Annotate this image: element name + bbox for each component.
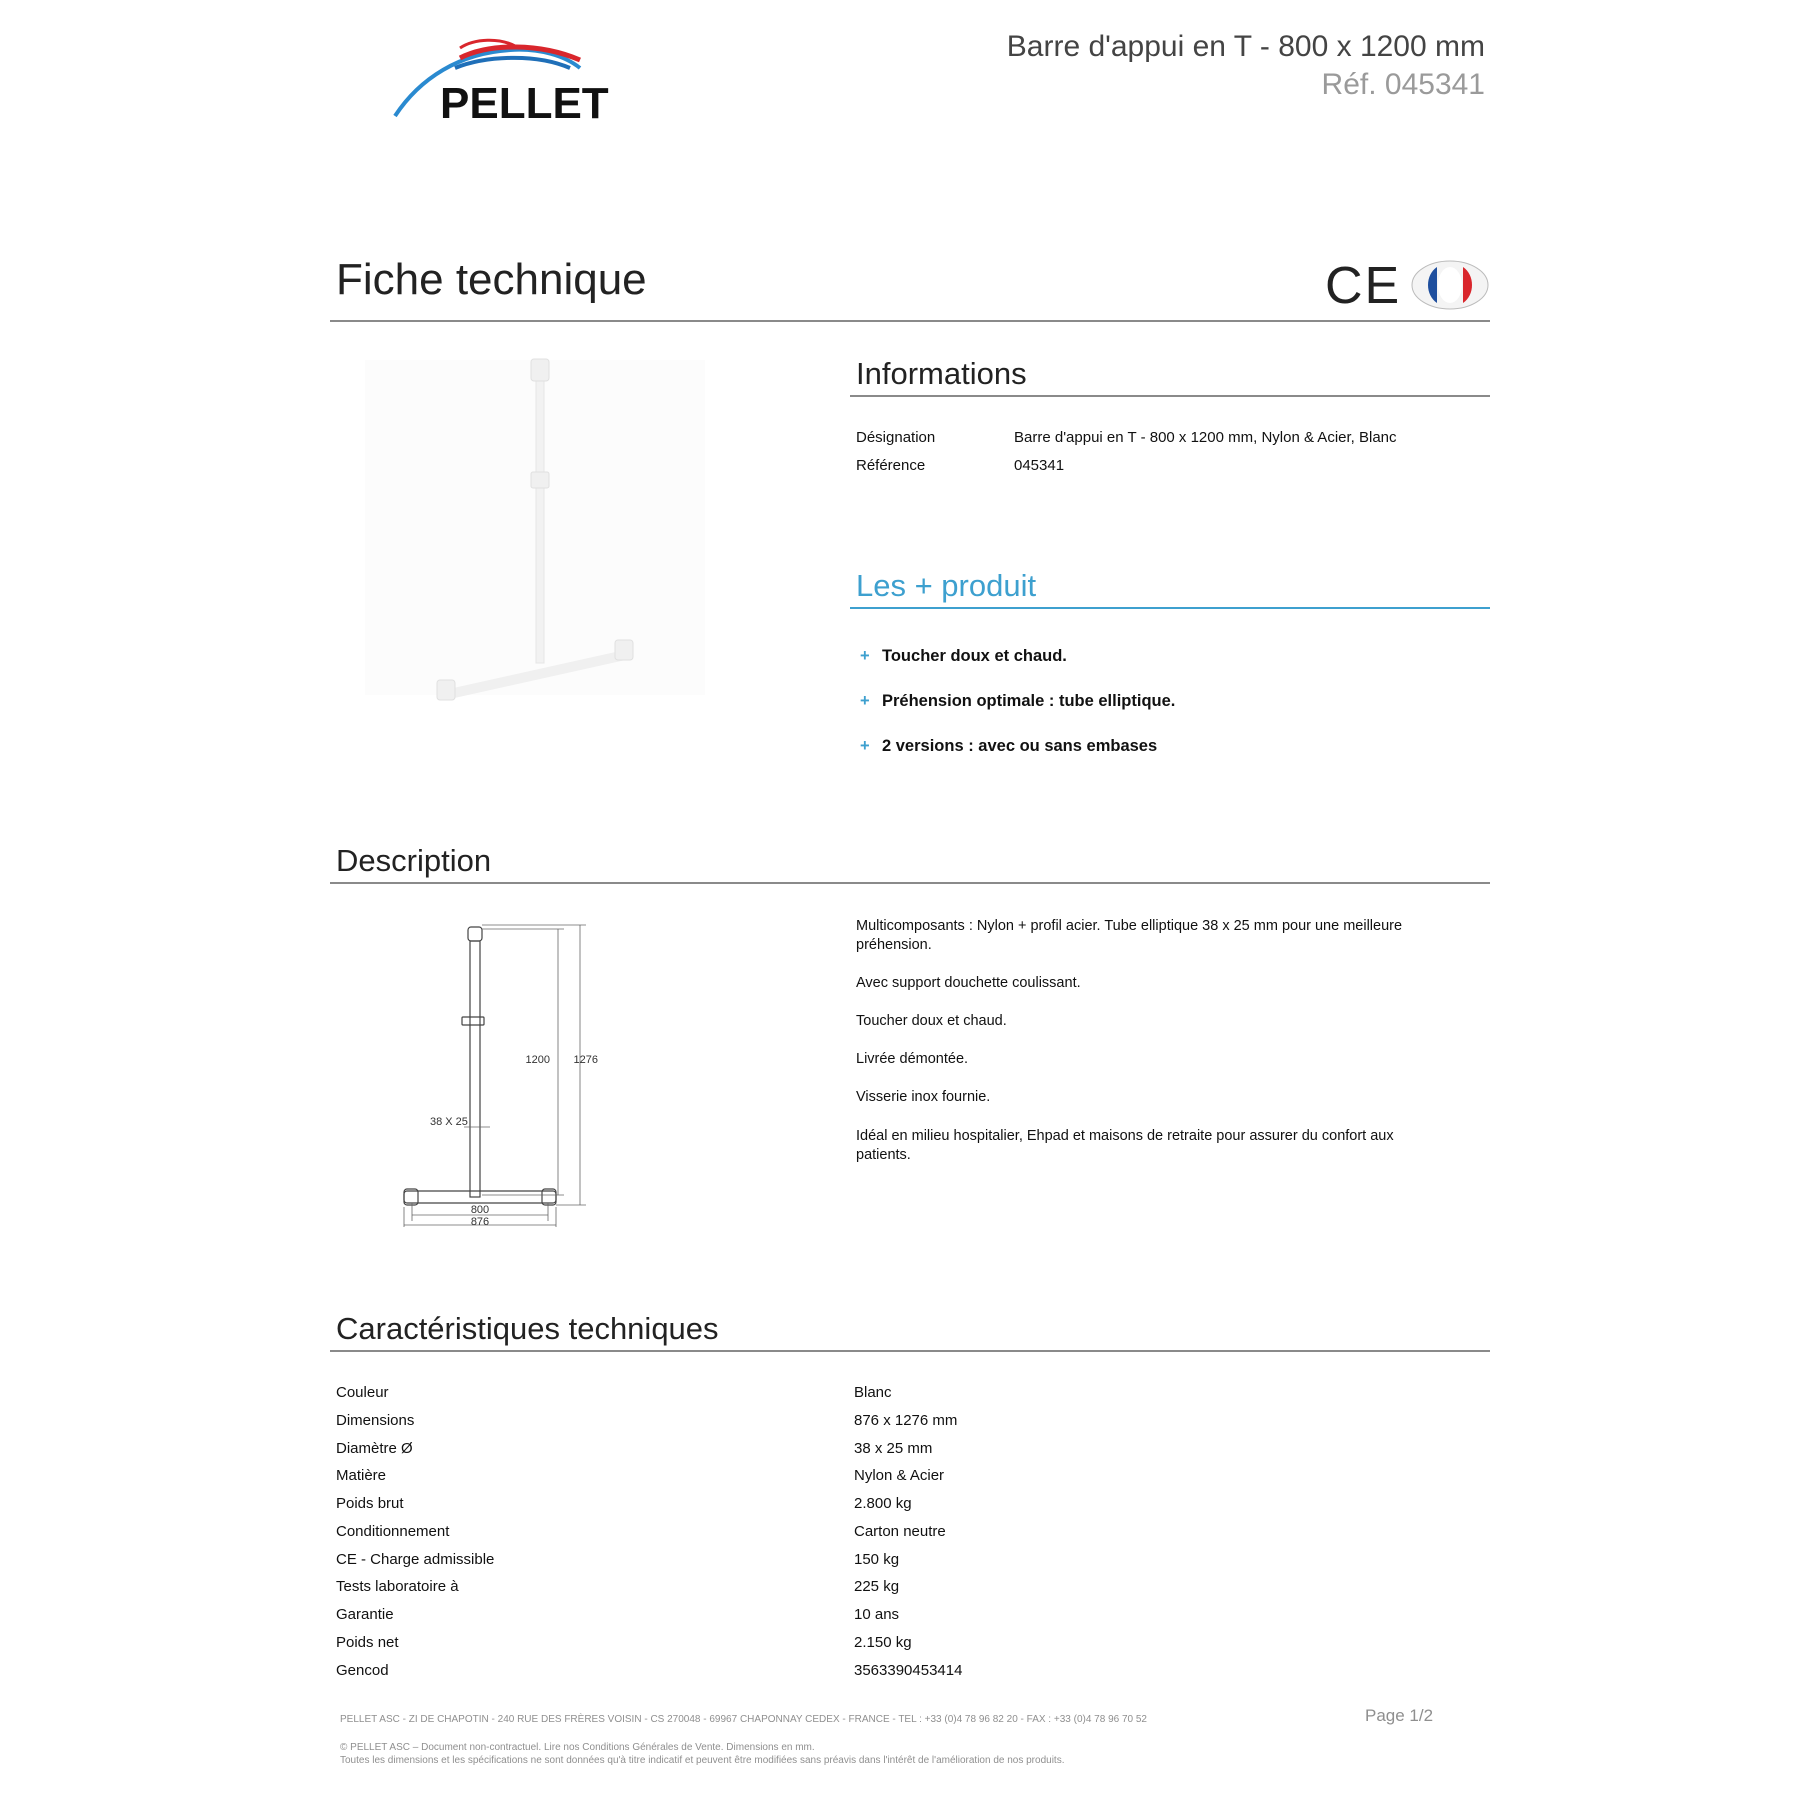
pellet-swoosh-logo [390, 38, 640, 128]
spec-value: 2.800 kg [854, 1495, 912, 1512]
ce-mark: CE [1325, 257, 1402, 315]
technical-drawing [390, 915, 630, 1235]
spec-row [336, 1578, 1476, 1598]
brand-logo [390, 38, 640, 128]
t-bar-dimension-drawing [390, 915, 630, 1235]
spec-value: 2.150 kg [854, 1634, 912, 1651]
sheet-title: Fiche technique [336, 255, 647, 304]
spec-row [336, 1384, 1476, 1404]
spec-label: Tests laboratoire à [336, 1578, 459, 1595]
plus-item [860, 647, 1067, 666]
spec-value: 225 kg [854, 1578, 900, 1595]
plus-item [860, 737, 1157, 756]
specs-title: Caractéristiques techniques [336, 1311, 719, 1346]
spec-label: Gencod [336, 1662, 389, 1679]
informations-title: Informations [856, 356, 1027, 391]
spec-row [336, 1495, 1476, 1515]
plus-item-text: 2 versions : avec ou sans embases [882, 737, 1158, 755]
spec-value: 150 kg [854, 1551, 900, 1568]
spec-row [336, 1440, 1476, 1460]
specs-rule [330, 1350, 1490, 1352]
spec-row [336, 1551, 1476, 1571]
spec-row [336, 1606, 1476, 1626]
description-paragraph: Avec support douchette coulissant. [856, 975, 1081, 991]
spec-label: Poids brut [336, 1495, 404, 1512]
plus-produit-title: Les + produit [856, 568, 1037, 603]
spec-value: Carton neutre [854, 1523, 946, 1540]
spec-label: Couleur [336, 1384, 389, 1401]
spec-value: 876 x 1276 mm [854, 1412, 958, 1429]
t-bar-photo [355, 355, 715, 705]
info-value: 045341 [1014, 457, 1065, 474]
spec-row [336, 1467, 1476, 1487]
spec-row [336, 1523, 1476, 1543]
info-row [856, 429, 1476, 449]
footer-legal-1: © PELLET ASC – Document non-contractuel. Lire nos Conditions Générales de Vente. Dimensions en mm. [340, 1742, 815, 1753]
dim-section: 38 X 25 [430, 1116, 468, 1128]
spec-label: Poids net [336, 1634, 399, 1651]
description-paragraph: Visserie inox fournie. [856, 1089, 991, 1105]
spec-value: 3563390453414 [854, 1662, 963, 1679]
informations-rule [850, 395, 1490, 397]
info-row [856, 457, 1476, 477]
product-title: Barre d'appui en T - 800 x 1200 mm [1006, 30, 1485, 63]
certification-badges [1325, 255, 1490, 315]
spec-row [336, 1412, 1476, 1432]
description-title: Description [336, 843, 492, 878]
footer-address: PELLET ASC - ZI DE CHAPOTIN - 240 RUE DES FRÈRES VOISIN - CS 270048 - 69967 CHAPONNAY CEDEX - FRANCE - TEL : +33 (0)4 78 96 82 20 - FAX : +33 (0)4 78 96 70 52 [340, 1714, 1147, 1725]
spec-value: Blanc [854, 1384, 892, 1401]
dim-height-outer: 1276 [573, 1054, 598, 1066]
spec-label: CE - Charge admissible [336, 1551, 495, 1568]
dim-width-inner: 800 [470, 1204, 490, 1216]
info-value: Barre d'appui en T - 800 x 1200 mm, Nylon & Acier, Blanc [1014, 429, 1397, 446]
footer-legal-2: Toutes les dimensions et les spécifications ne sont données qu'à titre indicatif et peuvent être modifiées sans préavis dans l'intérêt de l'amélioration de nos produits. [340, 1755, 1065, 1766]
plus-icon: + [860, 737, 870, 755]
spec-value: 38 x 25 mm [854, 1440, 933, 1457]
plus-item-text: Toucher doux et chaud. [882, 647, 1067, 665]
spec-label: Matière [336, 1467, 387, 1484]
info-label: Référence [856, 457, 926, 474]
page-number: Page 1/2 [1365, 1706, 1434, 1725]
sheet-title-rule [330, 320, 1490, 322]
plus-produit-rule [850, 607, 1490, 609]
description-paragraph: Livrée démontée. [856, 1051, 969, 1067]
spec-label: Dimensions [336, 1412, 415, 1429]
spec-label: Garantie [336, 1606, 394, 1623]
description-paragraph: Idéal en milieu hospitalier, Ehpad et maisons de retraite pour assurer du confort aux patients. [856, 1128, 1394, 1163]
description-paragraph: Multicomposants : Nylon + profil acier. Tube elliptique 38 x 25 mm pour une meilleure préhension. [856, 918, 1403, 953]
spec-label: Diamètre Ø [336, 1440, 413, 1457]
product-photo [355, 355, 715, 705]
fabrication-francaise-badge [1412, 261, 1488, 309]
dim-width-outer: 876 [470, 1216, 490, 1228]
spec-row [336, 1662, 1476, 1682]
spec-row [336, 1634, 1476, 1654]
spec-value: 10 ans [854, 1606, 900, 1623]
certification-marks [1325, 255, 1490, 315]
plus-icon: + [860, 692, 870, 710]
plus-item-text: Préhension optimale : tube elliptique. [882, 692, 1176, 710]
plus-item [860, 692, 1175, 711]
brand-name: PELLET [440, 79, 609, 128]
plus-icon: + [860, 647, 870, 665]
spec-value: Nylon & Acier [854, 1467, 945, 1484]
description-paragraph: Toucher doux et chaud. [856, 1013, 1007, 1029]
product-reference: Réf. 045341 [1321, 68, 1485, 101]
spec-label: Conditionnement [336, 1523, 450, 1540]
description-rule [330, 882, 1490, 884]
dim-height-inner: 1200 [525, 1054, 550, 1066]
info-label: Désignation [856, 429, 936, 446]
